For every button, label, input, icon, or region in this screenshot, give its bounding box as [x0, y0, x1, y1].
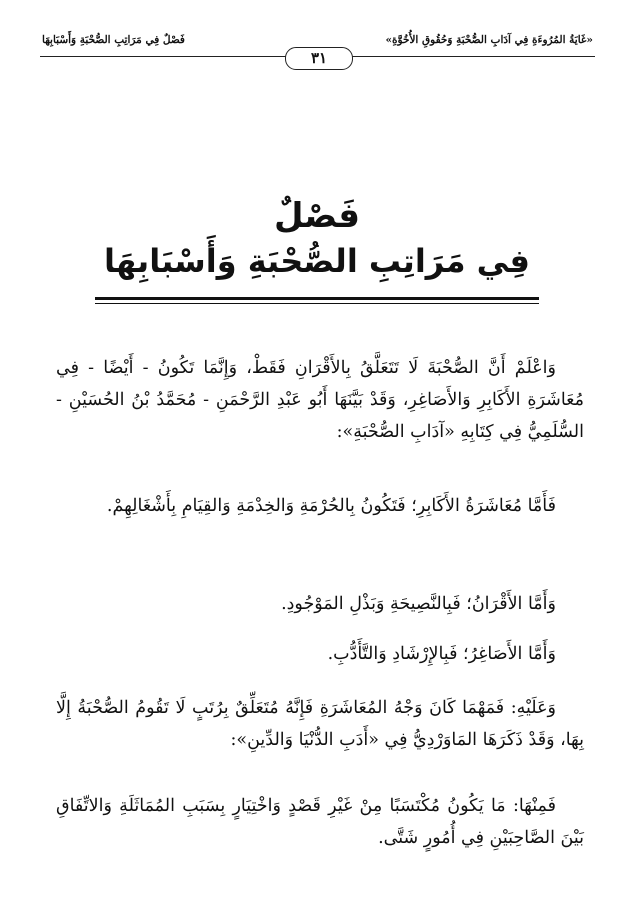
running-header [40, 30, 595, 70]
chapter-heading: فَصْلٌ [273, 196, 361, 236]
paragraph-1: وَاعْلَمْ أَنَّ الصُّحْبَةَ لَا تَتَعَلَّقُ بِالأَقْرَانِ فَقَطْ، وَإِنَّمَا تَكُونُ - أَيْضًا - فِي مُعَاشَرَةِ الأَكَابِرِ وَالأَصَاغِرِ، وَقَدْ بَيَّنَهَا أَبُو عَبْدِ الرَّحْمَنِ - مُحَمَّدُ بْنُ الحُسَيْنِ - السُّلَمِيُّ فِي كِتَابِهِ «آدَابِ الصُّحْبَةِ»: [56, 358, 584, 442]
heading-rule-thick [95, 297, 539, 300]
heading-rule-thin [95, 303, 539, 304]
paragraph-3: وَأَمَّا الأَقْرَانُ؛ فَبِالنَّصِيحَةِ وَبَذْلِ المَوْجُودِ. [281, 594, 556, 614]
paragraph-2: فَأَمَّا مُعَاشَرَةُ الأَكَابِرِ؛ فَتَكُونُ بِالحُرْمَةِ وَالخِدْمَةِ وَالقِيَامِ بِأَشْغَالِهِمْ. [106, 496, 556, 516]
paragraph-4: وَأَمَّا الأَصَاغِرُ؛ فَبِالإِرْشَادِ وَالتَّأَدُّبِ. [327, 644, 556, 664]
paragraph-6: فَمِنْهَا: مَا يَكُونُ مُكْتَسَبًا مِنْ غَيْرِ قَصْدٍ وَاخْتِيَارٍ بِسَبَبِ المُمَاثَلَةِ وَالاتِّفَاقِ بَيْنَ الصَّاحِبَيْنِ فِي أُمُورٍ شَتَّى. [56, 796, 584, 848]
paragraph-5: وَعَلَيْهِ: فَمَهْمَا كَانَ وَجْهُ المُعَاشَرَةِ فَإِنَّهُ مُتَعَلِّقٌ بِرُتَبٍ لَا تَقُومُ الصُّحْبَةُ إِلَّا بِهَا، وَقَدْ ذَكَرَهَا المَاوَرْدِيُّ فِي «أَدَبِ الدُّنْيَا وَالدِّينِ»: [56, 698, 584, 750]
running-header-chapter-title: فَصْلٌ فِي مَرَاتِبِ الصُّحْبَةِ وَأَسْبَابِهَا [42, 34, 185, 46]
chapter-subheading: فِي مَرَاتِبِ الصُّحْبَةِ وَأَسْبَابِهَا [104, 242, 530, 280]
page-number: ٣١ [285, 47, 353, 70]
running-header-book-title: «غَايَةُ المُرُوءَةِ فِي آدَابِ الصُّحْبَةِ وَحُقُوقِ الأُخُوَّةِ» [385, 34, 593, 46]
